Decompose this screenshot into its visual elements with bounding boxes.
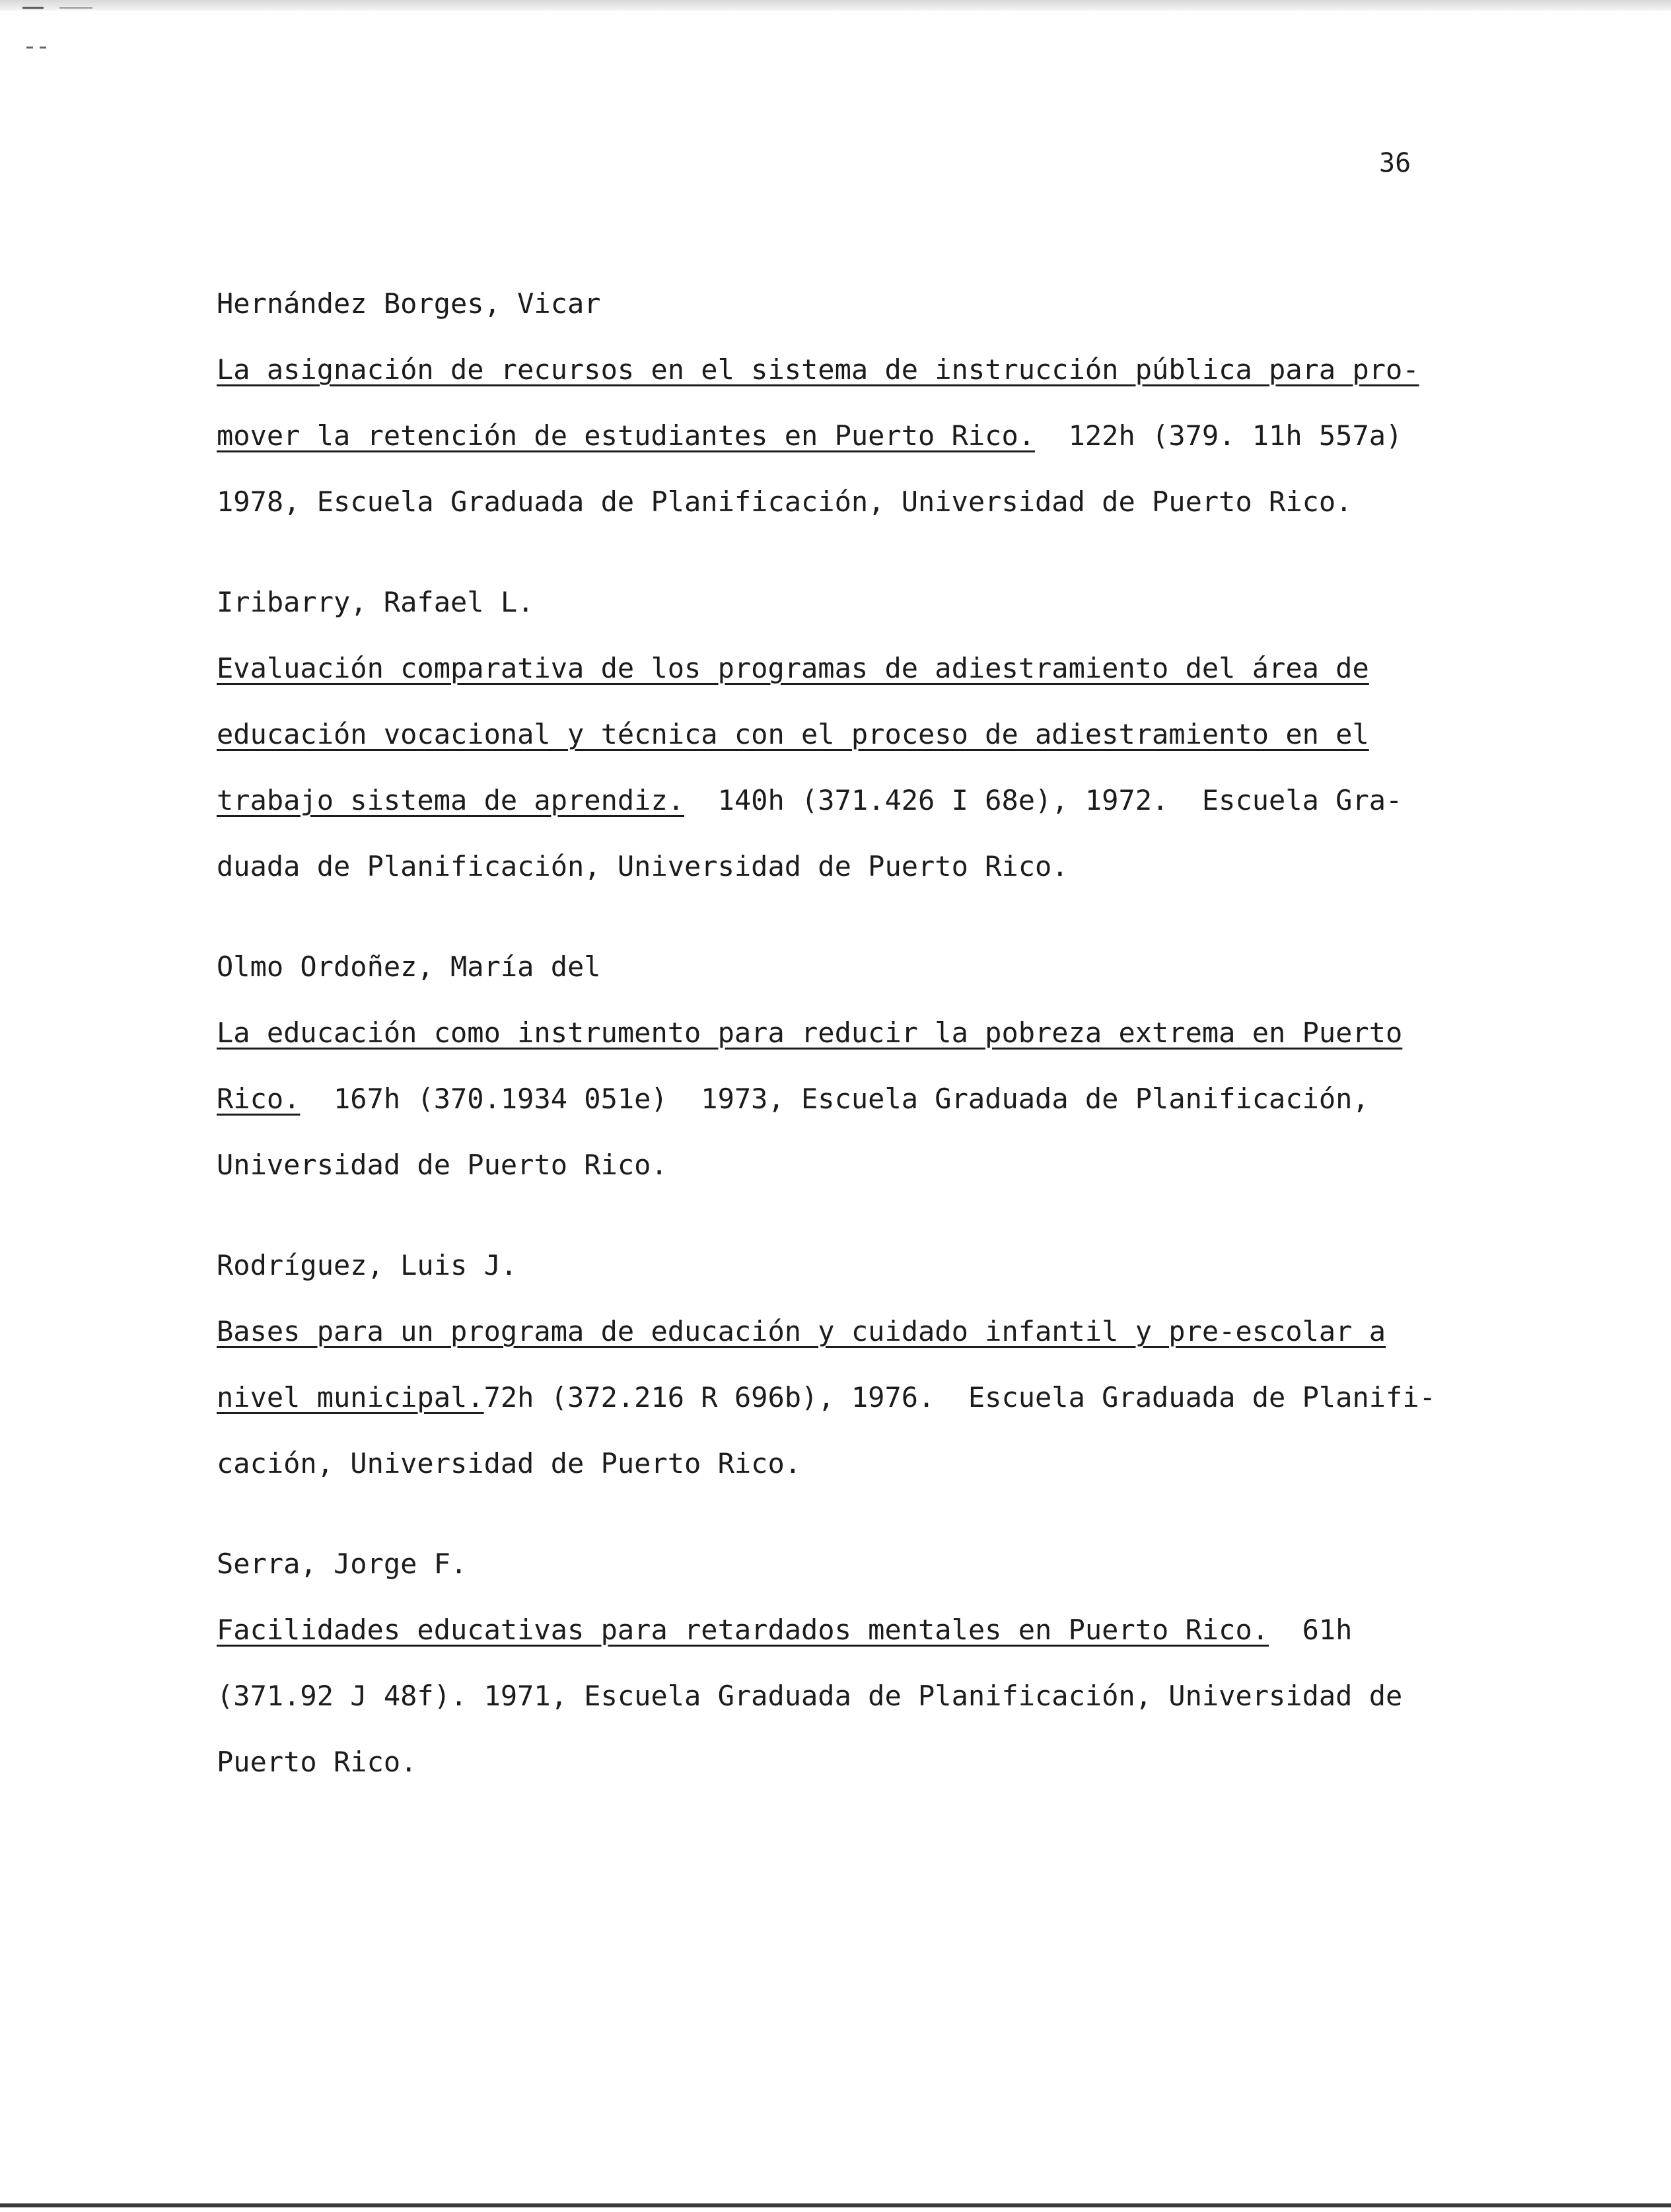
entry-line bbox=[217, 1132, 1445, 1198]
bibliography-entry bbox=[217, 1531, 1445, 1795]
entry-title-text: Rico. bbox=[217, 1083, 301, 1115]
entry-author: Serra, Jorge F. bbox=[217, 1548, 468, 1580]
bibliography-entry bbox=[217, 569, 1445, 900]
entry-line bbox=[217, 767, 1445, 834]
entry-line bbox=[217, 1729, 1445, 1795]
entry-citation-text: 61h bbox=[1269, 1614, 1353, 1646]
entry-author: Iribarry, Rafael L. bbox=[217, 586, 534, 618]
entry-citation-text: cación, Universidad de Puerto Rico. bbox=[217, 1447, 802, 1480]
entry-line bbox=[217, 1000, 1445, 1066]
entry-author: Olmo Ordoñez, María del bbox=[217, 950, 601, 983]
entry-citation-text: 122h (379. 11h 557a) bbox=[1035, 419, 1403, 452]
entry-title-text: Evaluación comparativa de los programas de adiestramiento del área de bbox=[217, 652, 1369, 684]
entry-line bbox=[217, 1365, 1445, 1431]
bibliography-list bbox=[217, 271, 1445, 1830]
entry-citation-text: 167h (370.1934 051e) 1973, Escuela Graduada de Planificación, bbox=[300, 1083, 1369, 1115]
entry-title-text: nivel municipal. bbox=[217, 1381, 484, 1413]
entry-title-text: La asignación de recursos en el sistema de instrucción pública para pro- bbox=[217, 353, 1419, 386]
scan-top-edge bbox=[0, 0, 1671, 11]
entry-line bbox=[217, 834, 1445, 900]
entry-line bbox=[217, 1431, 1445, 1497]
entry-author: Rodríguez, Luis J. bbox=[217, 1249, 518, 1281]
bibliography-entry bbox=[217, 1232, 1445, 1497]
scan-bottom-edge bbox=[0, 2203, 1671, 2207]
entry-citation-text: duada de Planificación, Universidad de Puerto Rico. bbox=[217, 850, 1069, 882]
page-number: 36 bbox=[1379, 148, 1411, 178]
entry-citation-text: Universidad de Puerto Rico. bbox=[217, 1149, 668, 1181]
bibliography-entry bbox=[217, 934, 1445, 1198]
entry-line bbox=[217, 635, 1445, 701]
bibliography-entry bbox=[217, 271, 1445, 535]
entry-citation-text: (371.92 J 48f). 1971, Escuela Graduada de Planificación, Universidad de bbox=[217, 1680, 1403, 1712]
entry-title-text: educación vocacional y técnica con el proceso de adiestramiento en el bbox=[217, 718, 1369, 750]
scan-artifact-marks bbox=[20, 4, 99, 57]
entry-title-text: mover la retención de estudiantes en Puerto Rico. bbox=[217, 419, 1036, 452]
entry-title-text: Facilidades educativas para retardados mentales en Puerto Rico. bbox=[217, 1614, 1269, 1646]
entry-author: Hernández Borges, Vicar bbox=[217, 287, 601, 320]
entry-title-text: La educación como instrumento para reducir la pobreza extrema en Puerto bbox=[217, 1017, 1403, 1049]
entry-line bbox=[217, 1066, 1445, 1132]
entry-title-text: Bases para un programa de educación y cuidado infantil y pre-escolar a bbox=[217, 1315, 1386, 1347]
entry-line bbox=[217, 701, 1445, 767]
entry-line bbox=[217, 1597, 1445, 1663]
entry-line bbox=[217, 1299, 1445, 1365]
entry-citation-text: 72h (372.216 R 696b), 1976. Escuela Graduada de Planifi- bbox=[483, 1381, 1436, 1413]
entry-citation-text: 140h (371.426 I 68e), 1972. Escuela Gra- bbox=[684, 784, 1403, 816]
entry-line bbox=[217, 403, 1445, 469]
entry-citation-text: 1978, Escuela Graduada de Planificación, Universidad de Puerto Rico. bbox=[217, 485, 1353, 518]
entry-citation-text: Puerto Rico. bbox=[217, 1746, 417, 1778]
entry-line bbox=[217, 1663, 1445, 1729]
entry-line bbox=[217, 337, 1445, 403]
entry-line bbox=[217, 469, 1445, 535]
entry-title-text: trabajo sistema de aprendiz. bbox=[217, 784, 685, 816]
